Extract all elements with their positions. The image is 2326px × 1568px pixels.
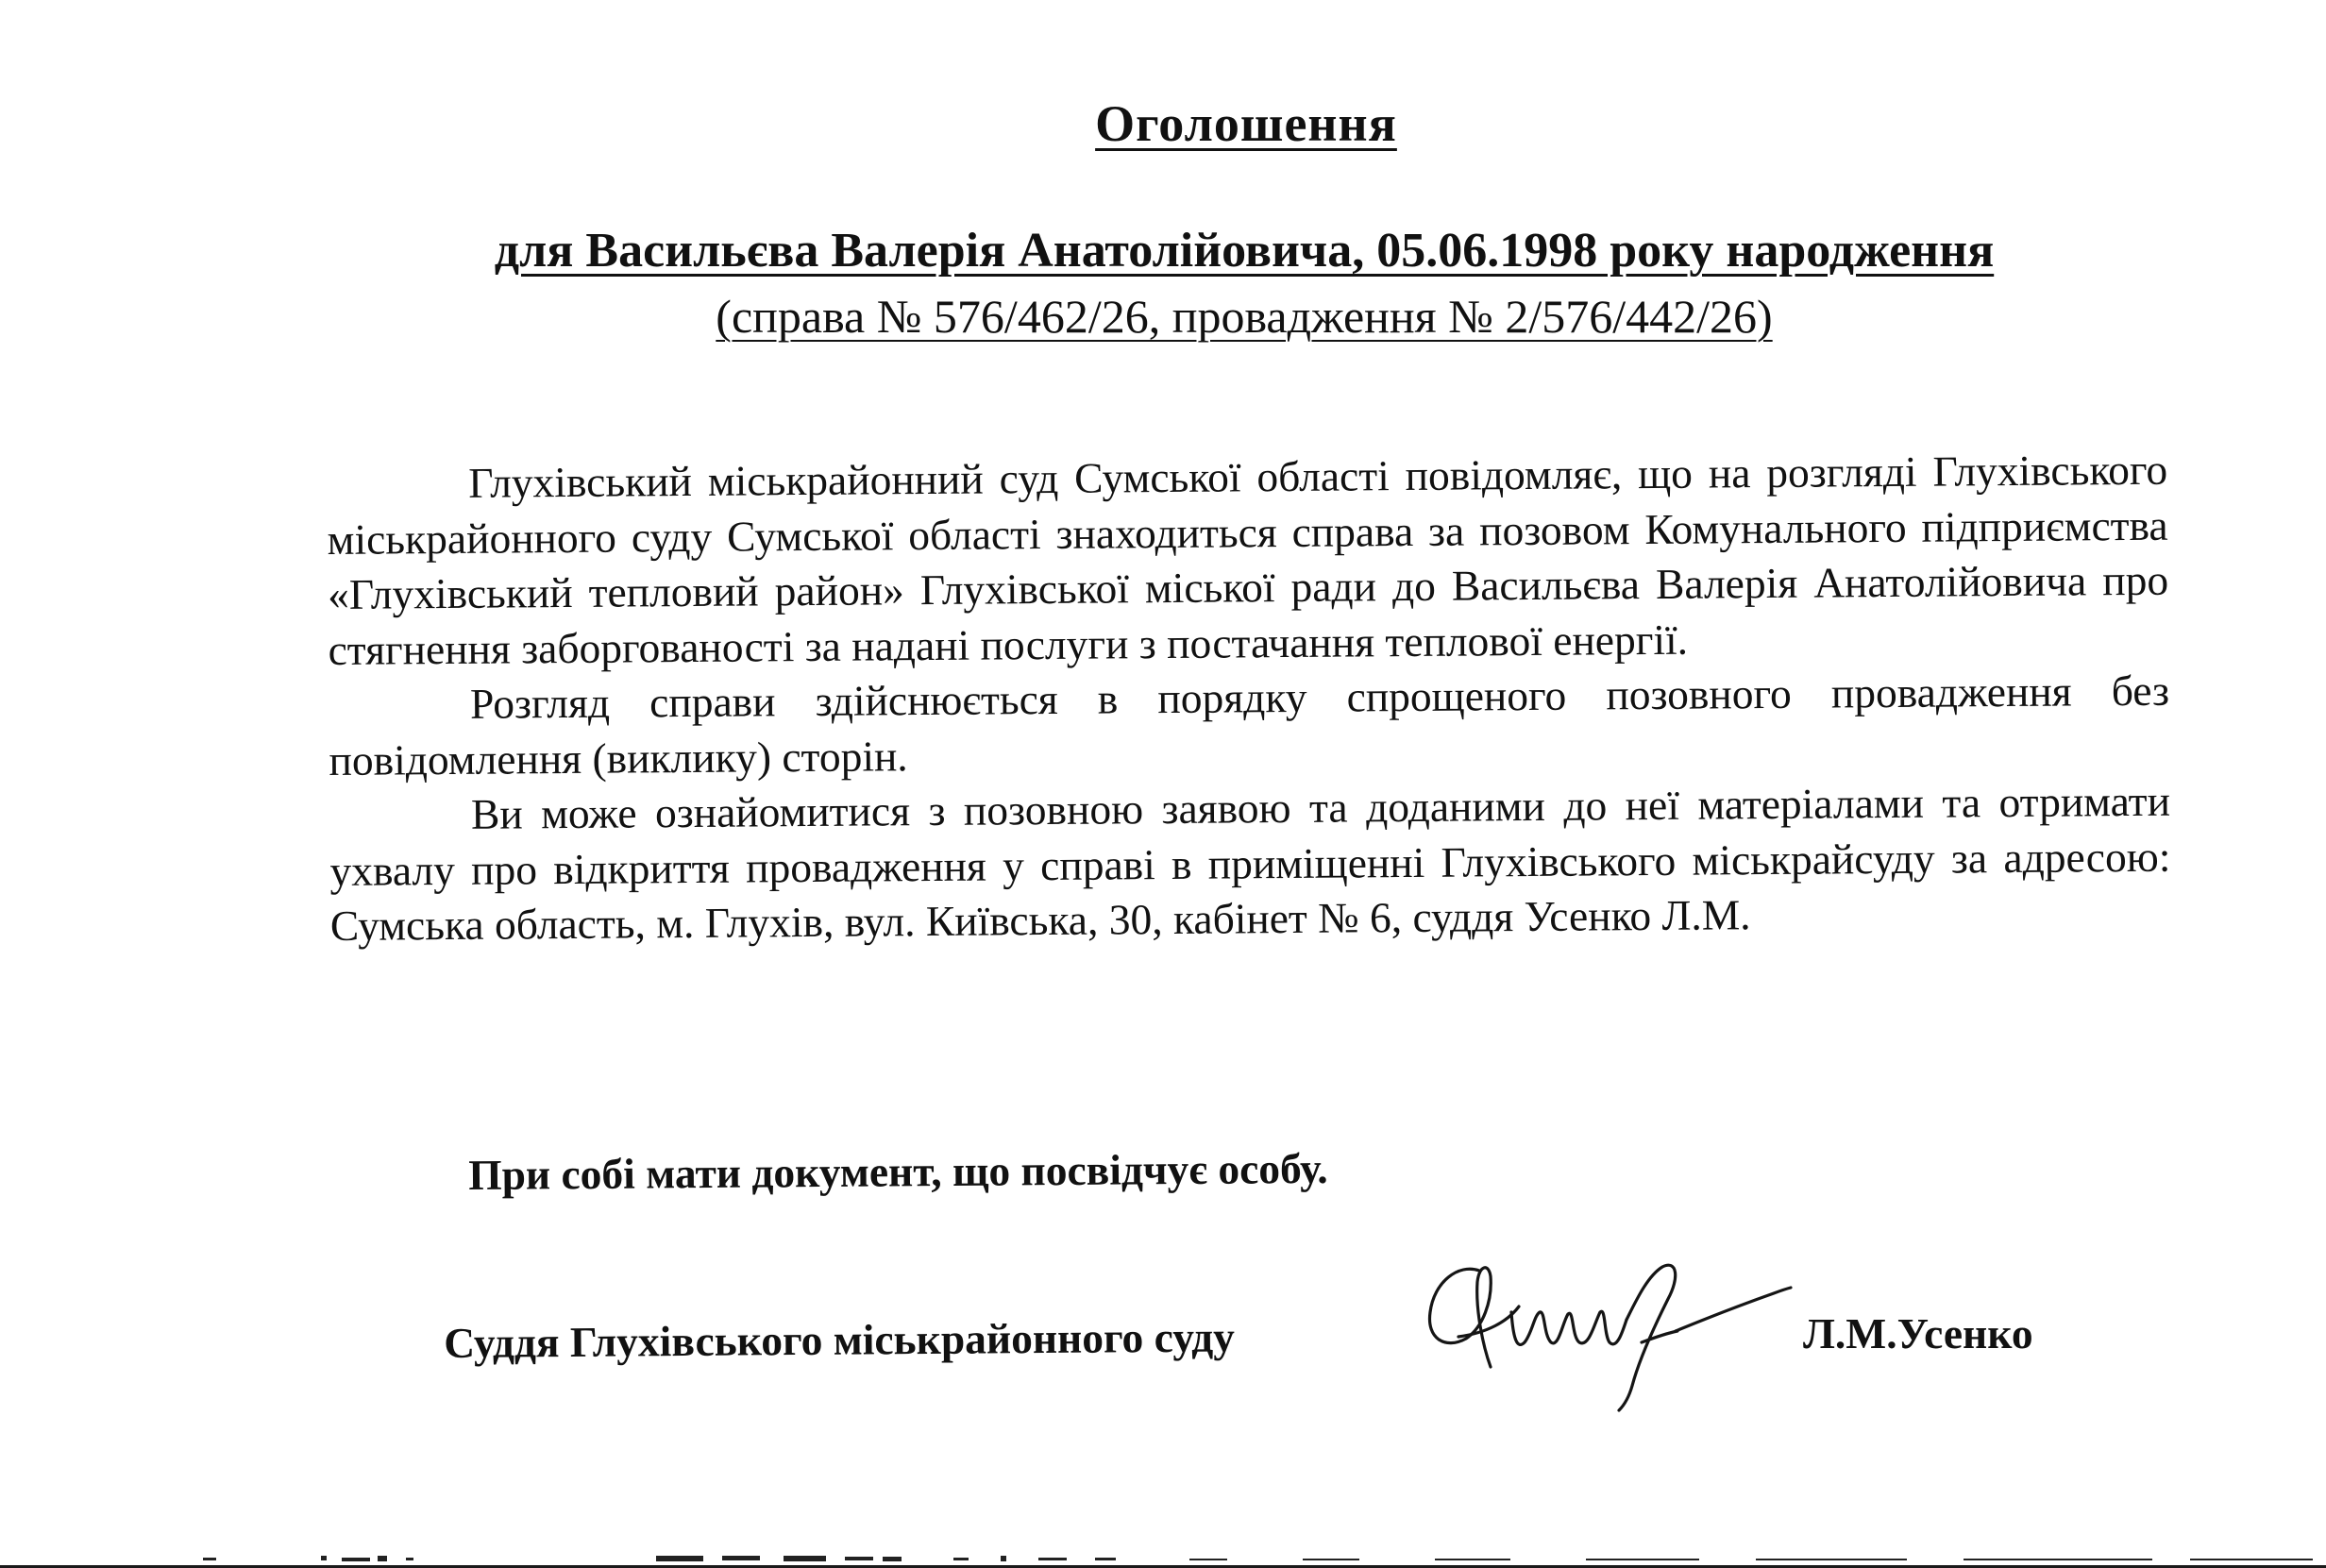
case-reference: (справа № 576/462/26, провадження № 2/576/442/26)	[716, 290, 1773, 343]
paragraph-access: Ви може ознайомитися з позовною заявою та доданими до неї матеріалами та отримати ухвалу про відкриття провадження у справі в приміщенні Глухівського міськрайсуду за адресою: Сумська область, м. Глухів, вул. Київська, 30, кабінет № 6, суддя Усенко Л.М.	[329, 776, 2171, 950]
document-subject: для Васильєва Валерія Анатолійовича, 05.06.1998 року народження	[494, 224, 1995, 278]
paragraph-procedure: Розгляд справи здійснюється в порядку спрощеного позовного провадження без повідомлення (виклику) сторін.	[329, 666, 2170, 784]
handwritten-signature	[1421, 1244, 1798, 1414]
scan-edge-artifacts	[0, 1544, 2326, 1568]
document-body	[327, 443, 2171, 954]
document-title: Оголошення	[1095, 95, 1397, 152]
signatory-position: Суддя Глухівського міськрайонного суду	[444, 1312, 1236, 1367]
id-document-note: При собі мати документ, що посвідчує особу.	[468, 1143, 1328, 1199]
paragraph-notice: Глухівський міськрайонний суд Сумської області повідомляє, що на розгляді Глухівського міськрайонного суду Сумської області знаходиться справа за позовом Комунального підприємства «Глухівський тепловий район» Глухівської міської ради до Васильєва Валерія Анатолійовича про стягнення заборгованості за надані послуги з постачання теплової енергії.	[327, 445, 2169, 674]
signatory-name: Л.М.Усенко	[1803, 1309, 2033, 1357]
